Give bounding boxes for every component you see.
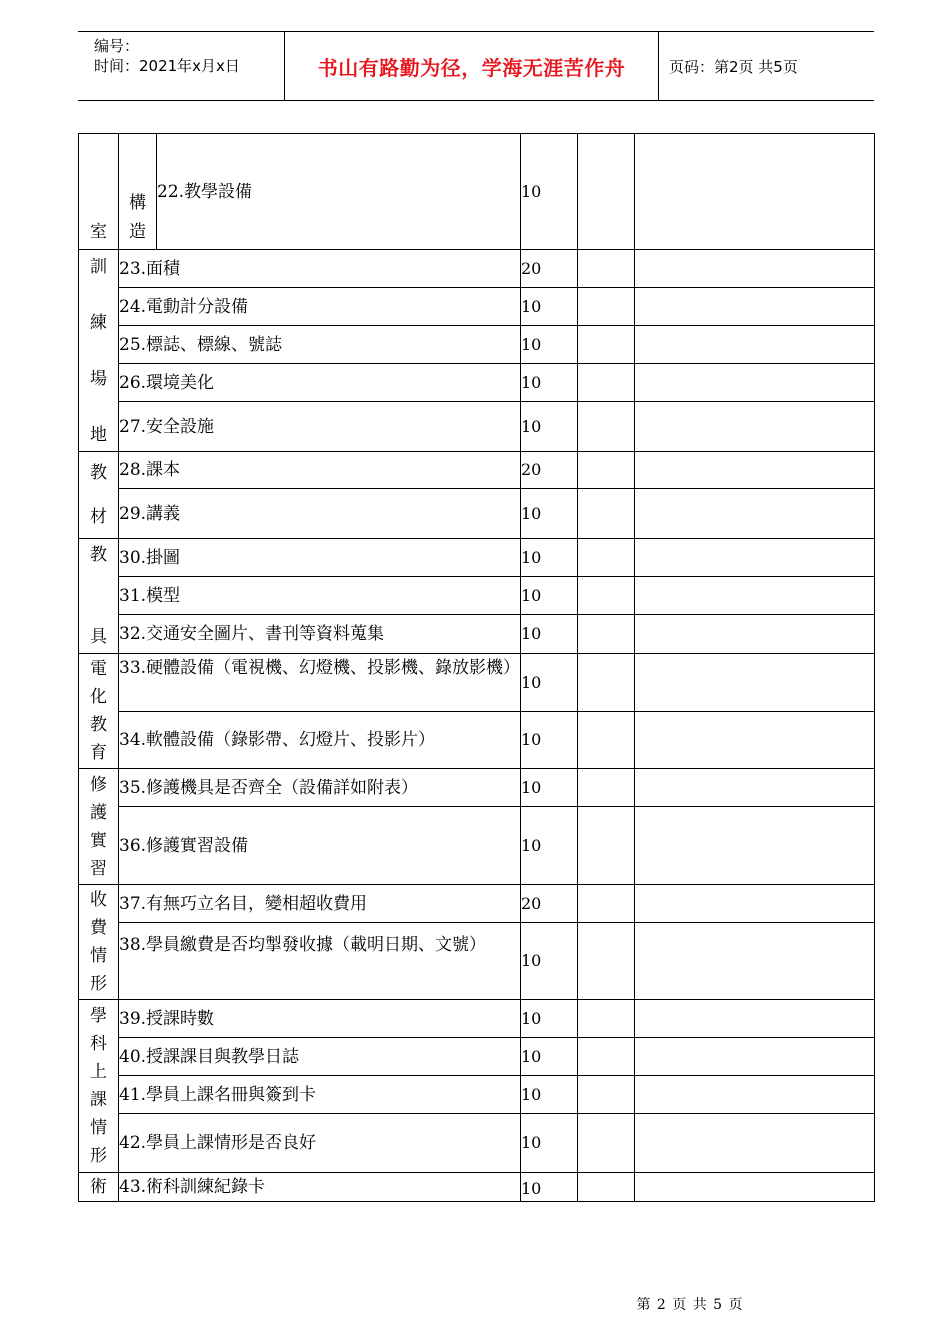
remark-cell [635,1173,875,1202]
score-cell [521,326,578,364]
item-label: 27.安全設施 [119,416,215,437]
table-row [79,452,875,489]
remark-cell [635,577,875,615]
table-row [79,364,875,402]
item-label: 31.模型 [119,585,181,606]
category-cell-av-education [79,654,119,769]
score-cell [521,452,578,489]
score-cell [521,923,578,1000]
remark-cell [635,326,875,364]
category-char: 化 [90,687,107,707]
score-cell [521,885,578,923]
score-cell [521,1076,578,1114]
score-value: 10 [521,730,542,749]
score-value: 10 [521,334,542,354]
blank-cell [578,712,635,769]
remark-cell [635,769,875,807]
score-cell [521,654,578,712]
score-cell [521,807,578,885]
table-row [79,1114,875,1173]
score-value: 10 [521,296,542,316]
category-char: 科 [90,1034,107,1054]
blank-cell [578,1076,635,1114]
score-cell [521,577,578,615]
score-cell [521,1000,578,1038]
category-cell-teaching-material [79,452,119,539]
item-label: 41.學員上課名冊與簽到卡 [119,1084,317,1105]
score-value: 20 [521,460,542,479]
score-value: 10 [521,503,542,523]
item-cell [119,615,521,654]
table-row [79,615,875,654]
category-char: 收 [90,890,107,910]
item-label: 30.掛圖 [119,547,181,568]
category-char: 費 [90,918,107,938]
item-label: 36.修護實習設備 [119,835,249,856]
score-value: 10 [521,416,542,436]
item-cell [119,654,521,712]
score-cell [521,288,578,326]
remark-cell [635,134,875,250]
remark-cell [635,885,875,923]
table-row [79,769,875,807]
item-label: 42.學員上課情形是否良好 [119,1133,317,1153]
score-cell [521,769,578,807]
item-label: 34.軟體設備（錄影帶、幻燈片、投影片） [119,730,436,750]
item-label: 35.修護機具是否齊全（設備詳如附表） [119,777,419,798]
score-value: 10 [521,624,542,643]
remark-cell [635,1076,875,1114]
category-char: 習 [90,858,107,879]
blank-cell [578,923,635,1000]
score-cell [521,1038,578,1076]
item-label: 32.交通安全圖片、書刊等資料蒐集 [119,624,385,644]
score-value: 10 [521,777,542,797]
header-page-cell [659,32,874,100]
item-cell [119,402,521,452]
blank-cell [578,1038,635,1076]
category-label: 室 [90,222,107,242]
score-cell [521,489,578,539]
blank-cell [578,1114,635,1173]
category-char: 材 [90,507,107,527]
score-cell [521,402,578,452]
category-char: 情 [90,1118,107,1138]
remark-cell [635,712,875,769]
blank-cell [578,288,635,326]
category-char: 情 [90,946,107,966]
item-cell [119,539,521,577]
evaluation-table [78,133,875,1202]
category-char: 形 [90,1146,107,1166]
score-value: 10 [521,1046,542,1066]
category-cell [79,134,119,250]
item-label: 29.講義 [119,503,181,524]
item-cell [119,769,521,807]
page-footer: 第 2 页 共 5 页 [636,1297,744,1313]
category-char: 學 [90,1006,107,1026]
item-cell [119,288,521,326]
item-cell [119,489,521,539]
motto: 书山有路勤为径，学海无涯苦作舟 [317,55,626,80]
item-label: 28.課本 [119,460,181,480]
score-value: 10 [521,181,542,201]
remark-cell [635,364,875,402]
table-row [79,1038,875,1076]
score-cell [521,1114,578,1173]
page-header [78,31,874,101]
remark-cell [635,250,875,288]
item-label: 40.授課課目與教學日誌 [119,1046,300,1067]
page-label: 页码：第2页 共5页 [669,57,798,76]
score-cell [521,250,578,288]
remark-cell [635,489,875,539]
item-label: 23.面積 [119,258,181,279]
blank-cell [578,250,635,288]
category-char: 術 [90,1177,107,1197]
category-char: 實 [90,830,107,851]
blank-cell [578,452,635,489]
category-char: 訓 [90,256,107,277]
table-row [79,1076,875,1114]
category-char: 教 [90,715,107,735]
category-char: 修 [90,774,107,795]
item-cell [119,1076,521,1114]
remark-cell [635,402,875,452]
item-label: 33.硬體設備（電視機、幻燈機、投影機、錄放影機） [119,658,521,678]
item-label: 22.教學設備 [157,182,253,202]
remark-cell [635,615,875,654]
score-value: 10 [521,1008,542,1028]
score-value: 10 [521,585,542,605]
item-cell [119,1173,521,1202]
item-cell [119,712,521,769]
category-char: 具 [90,627,107,647]
score-value: 10 [521,372,542,392]
item-cell [119,364,521,402]
score-cell [521,134,578,250]
category-cell-skill [79,1173,119,1202]
score-value: 10 [521,1084,542,1104]
item-label: 37.有無巧立名目，變相超收費用 [119,893,368,914]
score-cell [521,615,578,654]
score-value: 10 [521,672,542,692]
blank-cell [578,769,635,807]
category-char: 課 [90,1090,107,1110]
subcategory-cell [119,134,157,250]
score-cell [521,364,578,402]
item-label: 43.術科訓練紀錄卡 [119,1177,266,1197]
time-label: 时间：2021年x月x日 [94,57,240,75]
score-value: 20 [521,893,542,913]
table-row [79,539,875,577]
table-row [79,326,875,364]
blank-cell [578,1000,635,1038]
score-value: 10 [521,835,542,855]
table-row [79,250,875,288]
table-row [79,712,875,769]
table-row [79,577,875,615]
table-row [79,654,875,712]
item-cell [119,807,521,885]
category-char: 練 [90,312,107,333]
score-value: 10 [521,951,542,970]
item-cell [119,326,521,364]
item-label: 24.電動計分設備 [119,296,249,317]
category-char: 形 [90,974,107,994]
subcategory-label: 構 [129,193,146,213]
item-cell [119,1038,521,1076]
table-row [79,134,875,250]
remark-cell [635,1038,875,1076]
remark-cell [635,539,875,577]
remark-cell [635,807,875,885]
item-cell [119,1114,521,1173]
category-cell-fee-status [79,885,119,1000]
remark-cell [635,1114,875,1173]
remark-cell [635,452,875,489]
blank-cell [578,654,635,712]
item-label: 38.學員繳費是否均掣發收據（載明日期、文號） [119,935,487,955]
header-motto-cell [285,32,659,100]
remark-cell [635,1000,875,1038]
blank-cell [578,1173,635,1202]
score-value: 10 [521,547,542,567]
item-cell [119,923,521,1000]
remark-cell [635,654,875,712]
category-cell-class-status [79,1000,119,1173]
score-cell [521,539,578,577]
blank-cell [578,615,635,654]
score-value: 20 [521,258,542,278]
category-cell-repair-practice [79,769,119,885]
score-value: 10 [521,1133,542,1152]
table-row [79,885,875,923]
subcategory-label: 造 [129,222,146,242]
blank-cell [578,885,635,923]
category-char: 教 [90,545,107,565]
table-row [79,1000,875,1038]
blank-cell [578,364,635,402]
score-cell [521,1173,578,1202]
score-cell [521,712,578,769]
category-char: 育 [90,743,107,763]
item-cell [119,885,521,923]
item-cell [119,577,521,615]
item-label: 25.標誌、標線、號誌 [119,334,283,355]
item-cell [157,134,521,250]
score-value: 10 [521,1179,542,1198]
item-cell [119,1000,521,1038]
header-info [78,32,285,100]
table-row [79,288,875,326]
item-cell [119,250,521,288]
blank-cell [578,539,635,577]
remark-cell [635,288,875,326]
blank-cell [578,577,635,615]
category-char: 場 [90,368,107,389]
table-row [79,402,875,452]
blank-cell [578,489,635,539]
code-label: 编号： [94,37,140,55]
table-row [79,923,875,1000]
category-char: 上 [90,1062,107,1082]
category-char: 護 [90,802,107,823]
category-char: 電 [90,659,107,679]
blank-cell [578,807,635,885]
item-label: 26.環境美化 [119,372,215,393]
category-char: 地 [90,424,107,445]
blank-cell [578,326,635,364]
table-row [79,807,875,885]
category-cell-training-site [79,250,119,452]
item-cell [119,452,521,489]
category-char: 教 [90,463,107,483]
category-cell-teaching-aid [79,539,119,654]
item-label: 39.授課時數 [119,1008,215,1029]
remark-cell [635,923,875,1000]
blank-cell [578,134,635,250]
blank-cell [578,402,635,452]
table-row [79,1173,875,1202]
table-row [79,489,875,539]
